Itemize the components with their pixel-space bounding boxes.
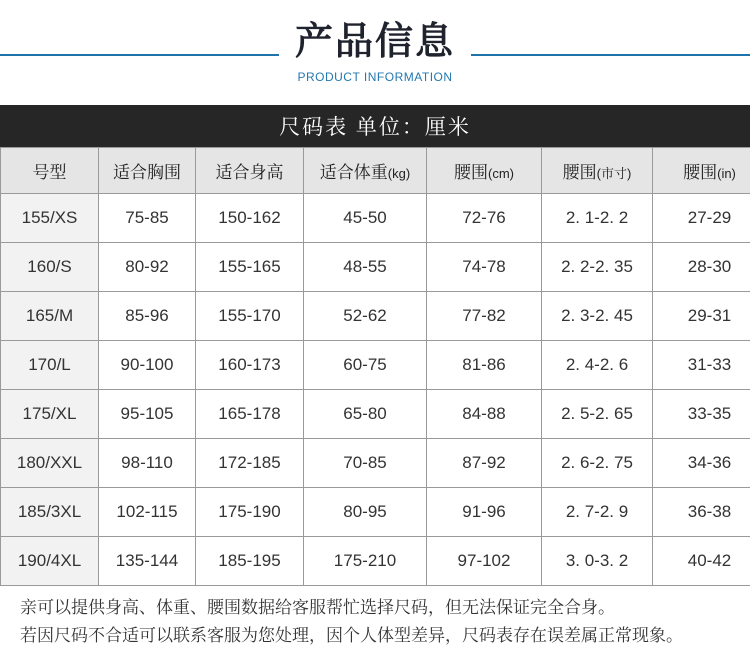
size-value-cell: 70-85 bbox=[304, 439, 427, 488]
size-value-cell: 150-162 bbox=[196, 194, 304, 243]
size-value-cell: 98-110 bbox=[99, 439, 196, 488]
size-value-cell: 91-96 bbox=[427, 488, 542, 537]
size-value-cell: 135-144 bbox=[99, 537, 196, 586]
column-header: 号型 bbox=[1, 148, 99, 194]
size-value-cell: 175-210 bbox=[304, 537, 427, 586]
size-label-cell: 155/XS bbox=[1, 194, 99, 243]
size-table bbox=[0, 147, 750, 586]
size-value-cell: 40-42 bbox=[653, 537, 750, 586]
size-value-cell: 2. 5-2. 65 bbox=[542, 390, 653, 439]
table-row bbox=[1, 341, 750, 390]
size-value-cell: 81-86 bbox=[427, 341, 542, 390]
size-value-cell: 85-96 bbox=[99, 292, 196, 341]
size-value-cell: 60-75 bbox=[304, 341, 427, 390]
size-value-cell: 31-33 bbox=[653, 341, 750, 390]
size-value-cell: 27-29 bbox=[653, 194, 750, 243]
size-value-cell: 34-36 bbox=[653, 439, 750, 488]
column-header: 适合体重(kg) bbox=[304, 148, 427, 194]
column-header: 腰围(市寸) bbox=[542, 148, 653, 194]
size-value-cell: 72-76 bbox=[427, 194, 542, 243]
title-divider-left bbox=[0, 54, 279, 56]
column-header: 腰围(cm) bbox=[427, 148, 542, 194]
size-value-cell: 84-88 bbox=[427, 390, 542, 439]
size-value-cell: 160-173 bbox=[196, 341, 304, 390]
table-row bbox=[1, 194, 750, 243]
size-value-cell: 3. 0-3. 2 bbox=[542, 537, 653, 586]
size-value-cell: 97-102 bbox=[427, 537, 542, 586]
size-label-cell: 175/XL bbox=[1, 390, 99, 439]
column-header-unit: (in) bbox=[717, 166, 736, 181]
table-row bbox=[1, 439, 750, 488]
size-value-cell: 2. 1-2. 2 bbox=[542, 194, 653, 243]
size-value-cell: 185-195 bbox=[196, 537, 304, 586]
size-value-cell: 75-85 bbox=[99, 194, 196, 243]
header-row bbox=[1, 148, 750, 194]
size-value-cell: 2. 4-2. 6 bbox=[542, 341, 653, 390]
table-row bbox=[1, 488, 750, 537]
size-value-cell: 36-38 bbox=[653, 488, 750, 537]
size-value-cell: 45-50 bbox=[304, 194, 427, 243]
size-label-cell: 190/4XL bbox=[1, 537, 99, 586]
column-header-unit: (kg) bbox=[388, 166, 410, 181]
size-value-cell: 2. 3-2. 45 bbox=[542, 292, 653, 341]
size-value-cell: 52-62 bbox=[304, 292, 427, 341]
size-value-cell: 172-185 bbox=[196, 439, 304, 488]
size-table-head bbox=[1, 148, 750, 194]
size-label-cell: 165/M bbox=[1, 292, 99, 341]
table-row bbox=[1, 537, 750, 586]
size-value-cell: 155-165 bbox=[196, 243, 304, 292]
size-value-cell: 28-30 bbox=[653, 243, 750, 292]
column-header: 适合胸围 bbox=[99, 148, 196, 194]
footer-note-line2: 若因尺码不合适可以联系客服为您处理，因个人体型差异，尺码表存在误差属正常现象。 bbox=[20, 622, 750, 650]
column-header: 适合身高 bbox=[196, 148, 304, 194]
page-title: 产品信息 bbox=[295, 20, 455, 64]
column-header: 腰围(in) bbox=[653, 148, 750, 194]
footer-notes bbox=[0, 586, 750, 650]
size-table-body bbox=[1, 194, 750, 586]
size-label-cell: 180/XXL bbox=[1, 439, 99, 488]
column-header-unit: (cm) bbox=[488, 166, 514, 181]
size-label-cell: 160/S bbox=[1, 243, 99, 292]
size-value-cell: 95-105 bbox=[99, 390, 196, 439]
table-row bbox=[1, 292, 750, 341]
size-value-cell: 80-92 bbox=[99, 243, 196, 292]
size-value-cell: 33-35 bbox=[653, 390, 750, 439]
size-value-cell: 74-78 bbox=[427, 243, 542, 292]
table-row bbox=[1, 390, 750, 439]
title-divider-right bbox=[471, 54, 750, 56]
size-value-cell: 165-178 bbox=[196, 390, 304, 439]
footer-note-line1: 亲可以提供身高、体重、腰围数据给客服帮忙选择尺码，但无法保证完全合身。 bbox=[20, 594, 750, 622]
size-label-cell: 185/3XL bbox=[1, 488, 99, 537]
size-value-cell: 2. 2-2. 35 bbox=[542, 243, 653, 292]
size-chart-title-bar bbox=[0, 105, 750, 147]
column-header-unit: (市寸) bbox=[597, 166, 632, 181]
page-subtitle: PRODUCT INFORMATION bbox=[0, 70, 750, 84]
size-value-cell: 29-31 bbox=[653, 292, 750, 341]
section-title bbox=[0, 0, 750, 64]
size-value-cell: 48-55 bbox=[304, 243, 427, 292]
size-chart-title: 尺码表 单位：厘米 bbox=[279, 111, 471, 141]
size-value-cell: 102-115 bbox=[99, 488, 196, 537]
size-value-cell: 155-170 bbox=[196, 292, 304, 341]
size-value-cell: 90-100 bbox=[99, 341, 196, 390]
size-value-cell: 2. 6-2. 75 bbox=[542, 439, 653, 488]
size-value-cell: 77-82 bbox=[427, 292, 542, 341]
size-label-cell: 170/L bbox=[1, 341, 99, 390]
size-value-cell: 2. 7-2. 9 bbox=[542, 488, 653, 537]
size-value-cell: 175-190 bbox=[196, 488, 304, 537]
size-value-cell: 87-92 bbox=[427, 439, 542, 488]
table-row bbox=[1, 243, 750, 292]
size-value-cell: 65-80 bbox=[304, 390, 427, 439]
size-value-cell: 80-95 bbox=[304, 488, 427, 537]
